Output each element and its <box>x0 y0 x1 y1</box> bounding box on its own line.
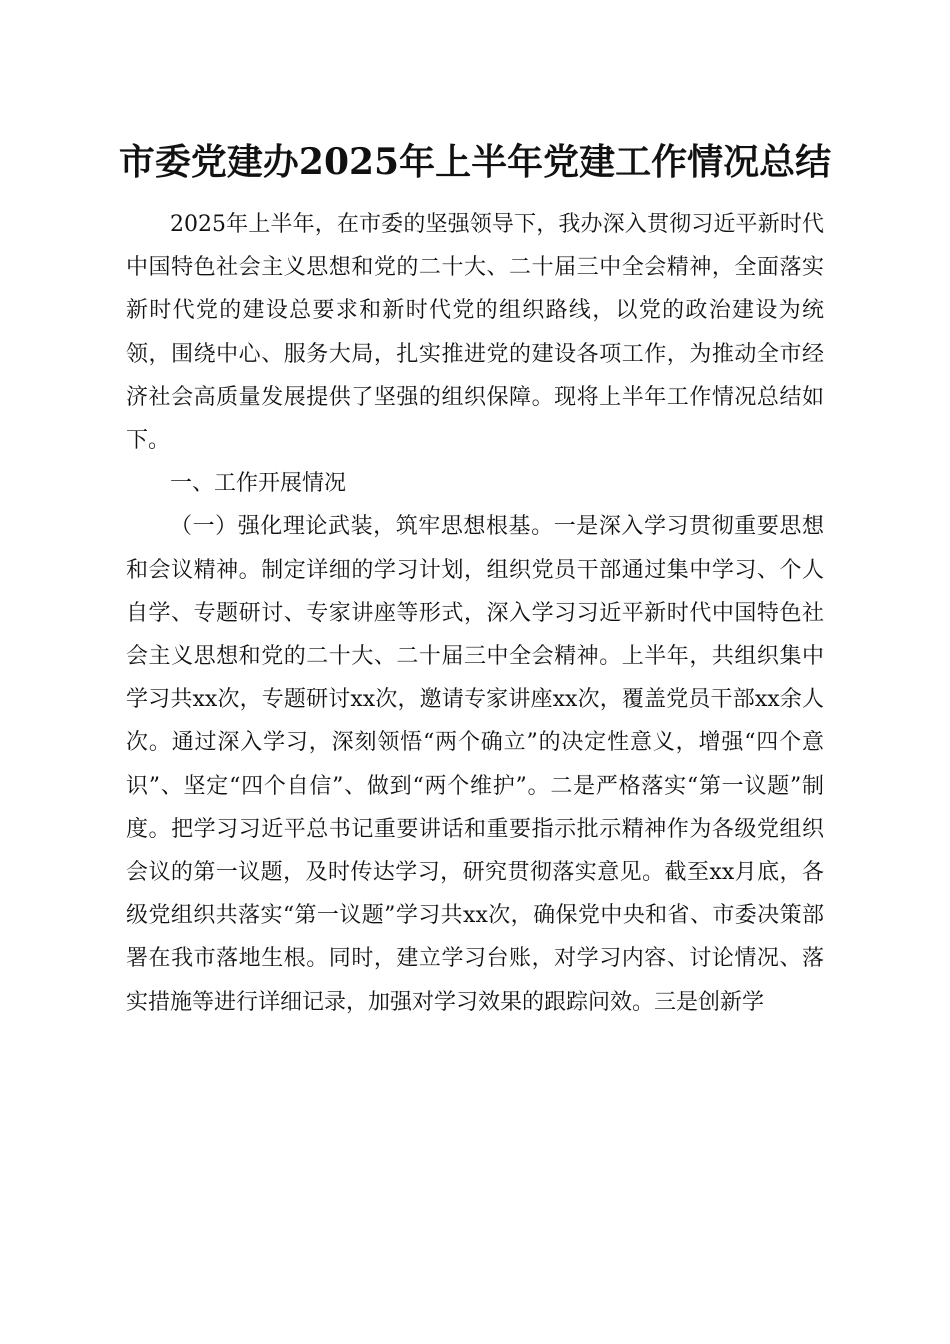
section-heading-work-progress: 一、工作开展情况 <box>170 471 347 497</box>
subsection-body-theory: 一是深入学习贯彻重要思想和会议精神。制定详细的学习计划，组织党员干部通过集中学习、个人自学、专题研讨、专家讲座等形式，深入学习习近平新时代中国特色社会主义思想和党的二十大、二十届三中全会精神。上半年，共组织集中学习共xx次，专题研讨xx次，邀请专家讲座xx次，覆盖党员干部xx余人次。通过深入学习，深刻领悟“两个确立”的决定性意义，增强“四个意识”、坚定“四个自信”、做到“两个维护”。二是严格落实“第一议题”制度。把学习习近平总书记重要讲话和重要指示批示精神作为各级党组织会议的第一议题，及时传达学习，研究贯彻落实意见。截至xx月底，各级党组织共落实“第一议题”学习共xx次，确保党中央和省、市委决策部署在我市落地生根。同时，建立学习台账，对学习内容、讨论情况、落实措施等进行详细记录，加强对学习效果的跟踪问效。三是创新学 <box>126 514 824 1015</box>
intro-paragraph: 2025年上半年，在市委的坚强领导下，我办深入贯彻习近平新时代中国特色社会主义思想和党的二十大、二十届三中全会精神，全面落实新时代党的建设总要求和新时代党的组织路线，以党的政治建设为统领，围绕中心、服务大局，扎实推进党的建设各项工作，为推动全市经济社会高质量发展提供了坚强的组织保障。现将上半年工作情况总结如下。 <box>126 212 824 454</box>
document-title: 市委党建办2025年上半年党建工作情况总结 <box>118 141 832 183</box>
subsection-paragraph-theory <box>126 505 824 1023</box>
subsection-heading-theory: （一）强化理论武装，筑牢思想根基。 <box>170 514 554 540</box>
document-body <box>126 203 824 1024</box>
